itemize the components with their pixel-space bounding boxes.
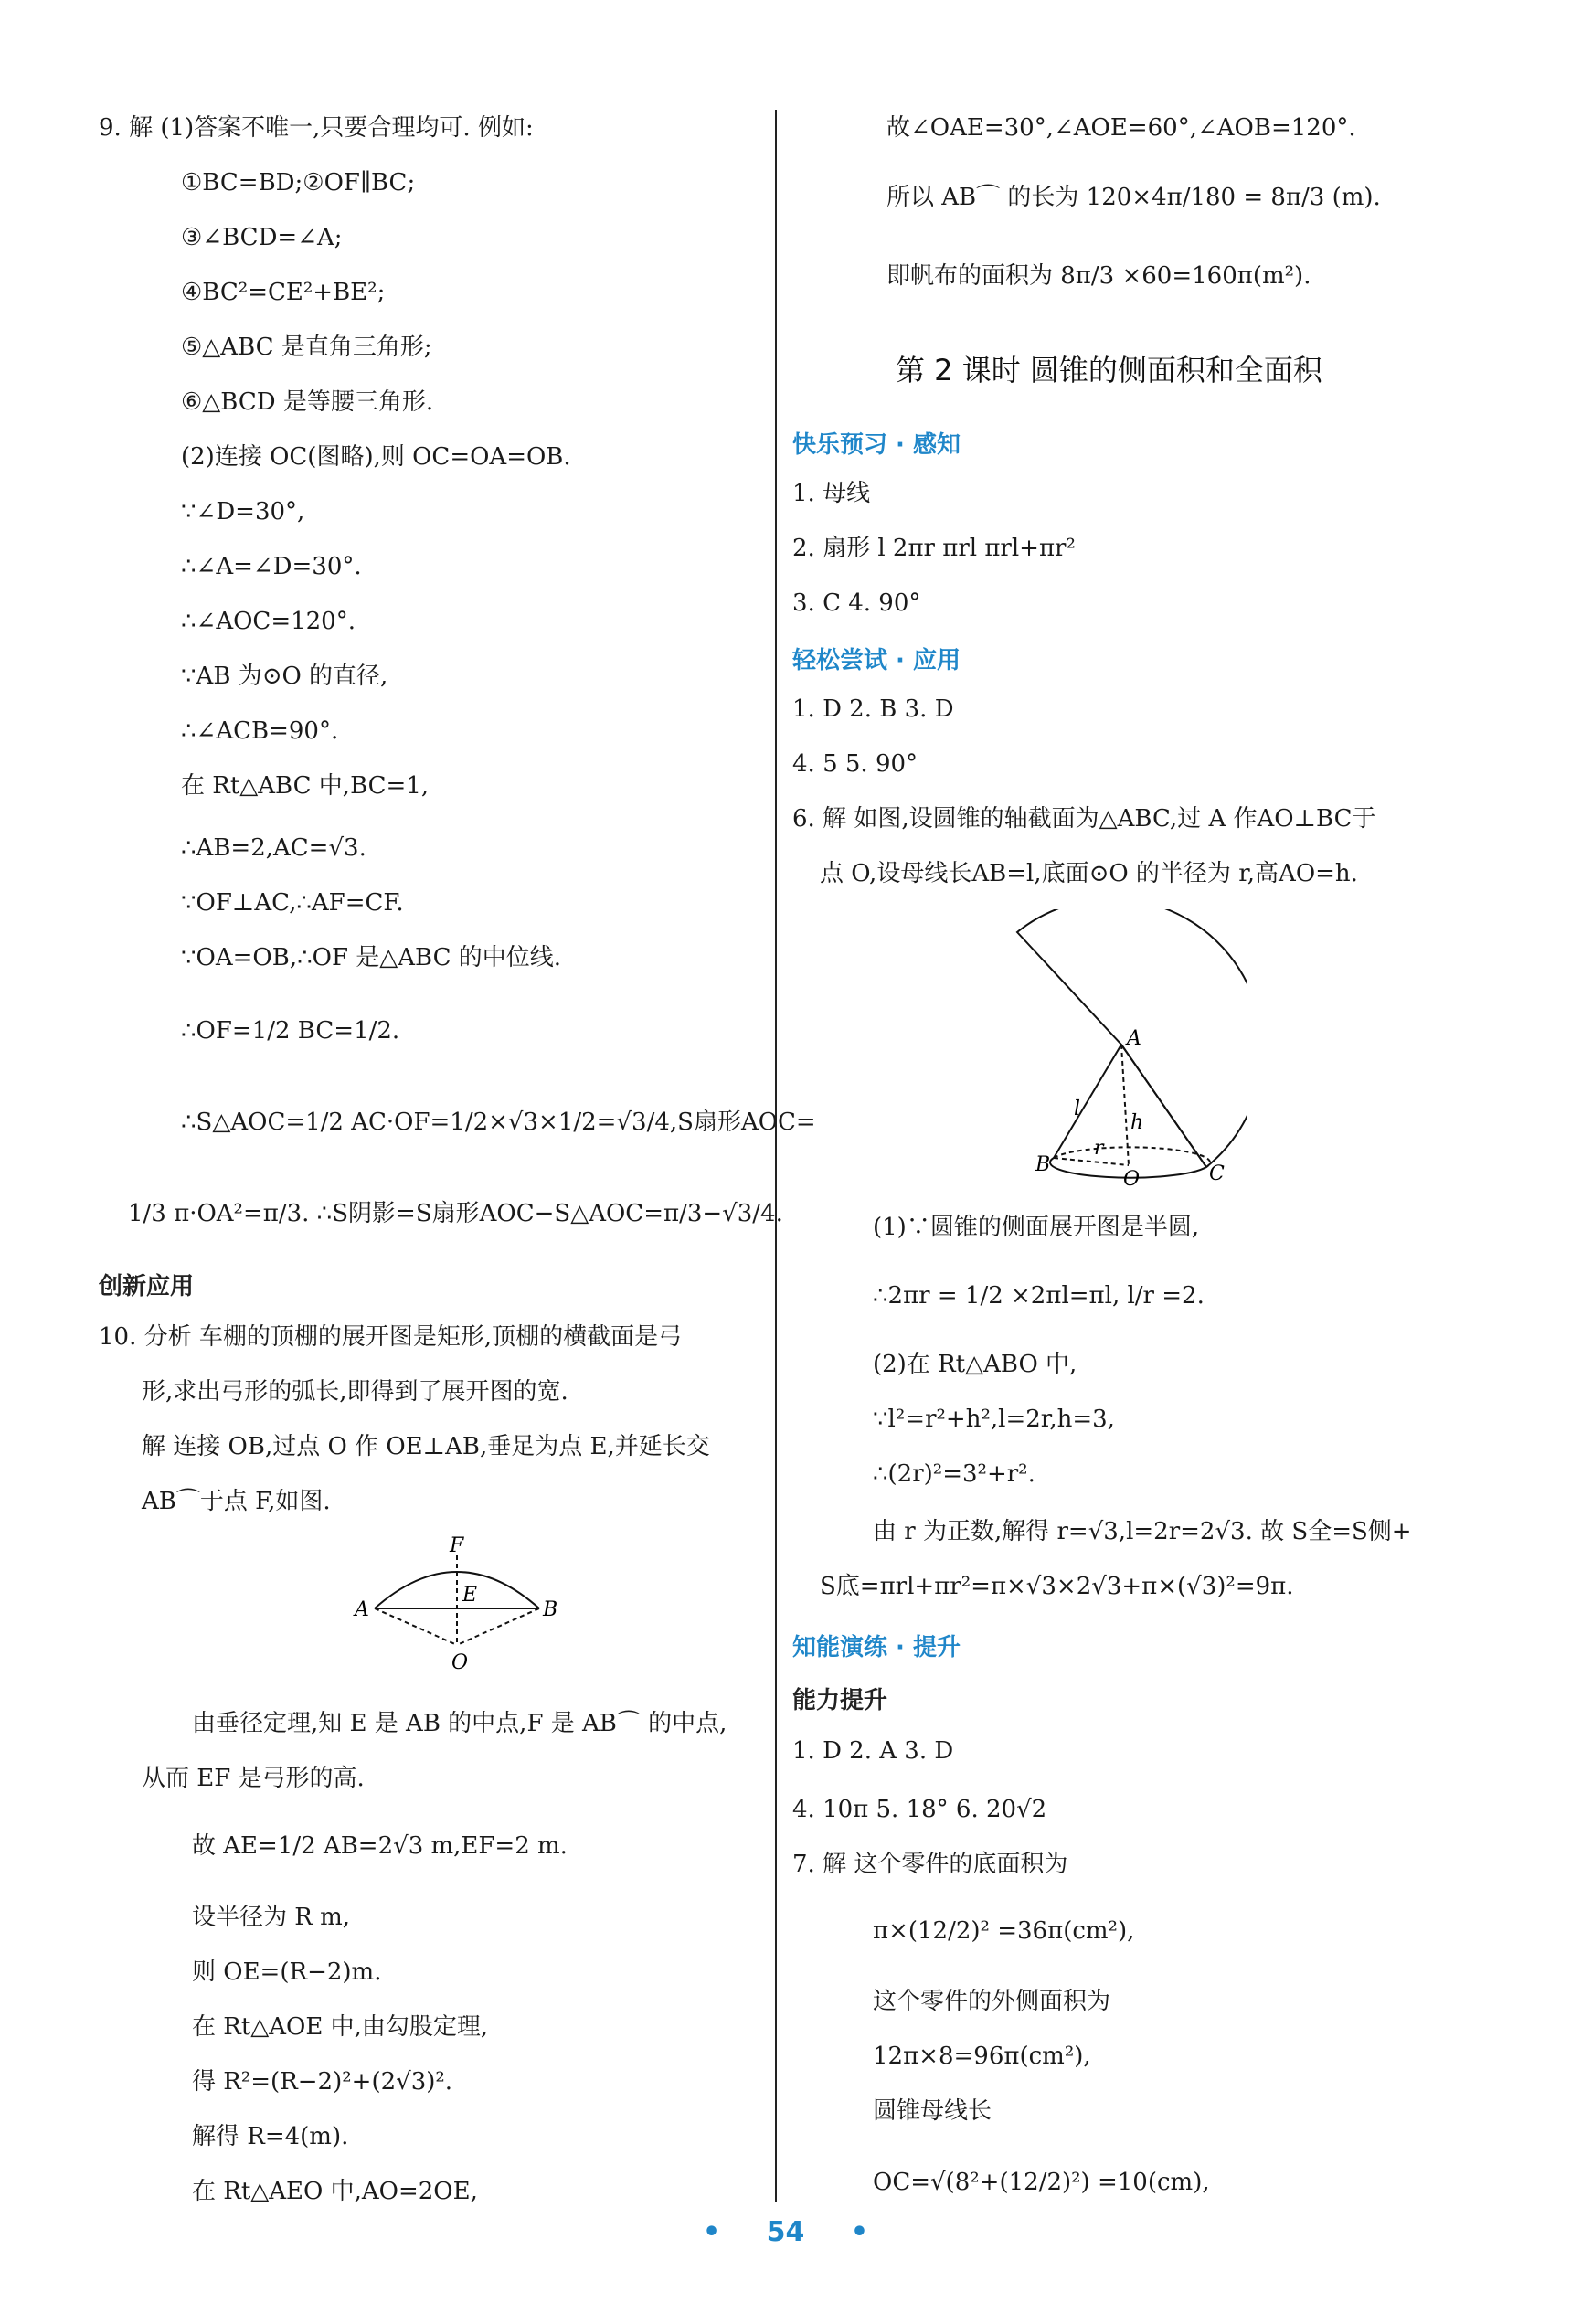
text-line: 9. 解 (1)答案不唯一,只要合理均可. 例如: bbox=[99, 114, 534, 142]
label-f: F bbox=[450, 1535, 464, 1557]
text-line: 设半径为 R m, bbox=[192, 1904, 351, 1931]
answer-line: 4. 5 5. 90° bbox=[792, 750, 918, 778]
text-line: ∵∠D=30°, bbox=[181, 498, 305, 525]
text-line: 形,求出弓形的弧长,即得到了展开图的宽. bbox=[142, 1378, 568, 1406]
column-divider bbox=[775, 110, 777, 2202]
footer-dot-right: • bbox=[850, 2216, 869, 2248]
footer-dot-left: • bbox=[702, 2216, 721, 2248]
answer-line: 1. D 2. B 3. D bbox=[792, 695, 954, 723]
page-number: 54 bbox=[766, 2216, 805, 2248]
text-line: ③∠BCD=∠A; bbox=[181, 224, 343, 251]
text-line: AB⌒于点 F,如图. bbox=[142, 1488, 331, 1515]
answer-line: 3. C 4. 90° bbox=[792, 589, 921, 617]
text-line: (2)在 Rt△ABO 中, bbox=[873, 1351, 1077, 1378]
label-a: A bbox=[355, 1598, 369, 1621]
text-line: 点 O,设母线长AB=l,底面⊙O 的半径为 r,高AO=h. bbox=[820, 860, 1358, 887]
label-l: l bbox=[1074, 1098, 1081, 1120]
text-line: ∵OA=OB,∴OF 是△ABC 的中位线. bbox=[181, 944, 562, 971]
text-line: ∵AB 为⊙O 的直径, bbox=[181, 663, 388, 690]
formula-line: π×(12/2)² =36π(cm²), bbox=[873, 1917, 1135, 1945]
formula-line: 即帆布的面积为 8π/3 ×60=160π(m²). bbox=[886, 262, 1311, 290]
text-line: (2)连接 OC(图略),则 OC=OA=OB. bbox=[181, 443, 571, 471]
text-line: 6. 解 如图,设圆锥的轴截面为△ABC,过 A 作AO⊥BC于 bbox=[792, 805, 1376, 833]
formula-line: 12π×8=96π(cm²), bbox=[873, 2043, 1091, 2070]
text-line: 10. 分析 车棚的顶棚的展开图是矩形,顶棚的横截面是弓 bbox=[99, 1323, 683, 1351]
label-o: O bbox=[451, 1651, 469, 1674]
text-line: S底=πrl+πr²=π×√3×2√3+π×(√3)²=9π. bbox=[820, 1573, 1294, 1600]
answer-line: 1. D 2. A 3. D bbox=[792, 1737, 954, 1765]
formula-line: 所以 AB⌒ 的长为 120×4π/180 = 8π/3 (m). bbox=[886, 184, 1381, 211]
text-line: ∴AB=2,AC=√3. bbox=[181, 834, 366, 862]
arc-segment-figure bbox=[347, 1535, 567, 1682]
text-line: 从而 EF 是弓形的高. bbox=[142, 1765, 365, 1792]
text-line: 解得 R=4(m). bbox=[192, 2123, 349, 2150]
formula-line: ∴OF=1/2 BC=1/2. bbox=[181, 1017, 400, 1045]
text-line: ∴∠ACB=90°. bbox=[181, 717, 339, 745]
base-back bbox=[1054, 1147, 1210, 1167]
label-b: B bbox=[543, 1598, 558, 1621]
generatrix-ab bbox=[1054, 1045, 1121, 1158]
text-line: ⑤△ABC 是直角三角形; bbox=[181, 334, 432, 361]
text-line: 在 Rt△AEO 中,AO=2OE, bbox=[192, 2178, 478, 2205]
text-line: 故∠OAE=30°,∠AOE=60°,∠AOB=120°. bbox=[886, 114, 1356, 142]
text-line: 在 Rt△ABC 中,BC=1, bbox=[181, 772, 430, 800]
answer-line: 4. 10π 5. 18° 6. 20√2 bbox=[792, 1796, 1047, 1823]
text-line: ∵l²=r²+h²,l=2r,h=3, bbox=[873, 1406, 1115, 1433]
label-e: E bbox=[462, 1584, 478, 1607]
text-line: ∴∠A=∠D=30°. bbox=[181, 553, 362, 580]
text-line: ⑥△BCD 是等腰三角形. bbox=[181, 388, 434, 416]
label-b: B bbox=[1035, 1153, 1051, 1176]
label-r: r bbox=[1094, 1137, 1104, 1160]
text-line: 由垂径定理,知 E 是 AB 的中点,F 是 AB⌒ 的中点, bbox=[192, 1710, 727, 1737]
line-ao bbox=[375, 1608, 457, 1645]
text-line: (1)∵圆锥的侧面展开图是半圆, bbox=[873, 1214, 1200, 1241]
page-footer bbox=[0, 2216, 1571, 2248]
subsection-heading: 快乐预习 · 感知 bbox=[792, 431, 961, 459]
text-line: 7. 解 这个零件的底面积为 bbox=[792, 1851, 1068, 1878]
formula-line: ∴2πr = 1/2 ×2πl=πl, l/r =2. bbox=[873, 1282, 1205, 1310]
text-line: ∴∠AOC=120°. bbox=[181, 608, 356, 635]
text-line: 这个零件的外侧面积为 bbox=[873, 1988, 1111, 2015]
text-line: ∵OF⊥AC,∴AF=CF. bbox=[181, 889, 404, 917]
text-line: 圆锥母线长 bbox=[873, 2097, 992, 2125]
text-line: 得 R²=(R−2)²+(2√3)². bbox=[192, 2068, 453, 2096]
label-o: O bbox=[1123, 1168, 1141, 1188]
section-heading: 创新应用 bbox=[99, 1273, 195, 1300]
label-c: C bbox=[1209, 1162, 1225, 1185]
section-title: 第 2 课时 圆锥的侧面积和全面积 bbox=[896, 353, 1322, 387]
text-line: ①BC=BD;②OF∥BC; bbox=[181, 169, 416, 196]
label-h: h bbox=[1130, 1111, 1144, 1134]
text-line: ④BC²=CE²+BE²; bbox=[181, 279, 386, 306]
cone-figure bbox=[1010, 909, 1247, 1188]
text-line: 解 连接 OB,过点 O 作 OE⊥AB,垂足为点 E,并延长交 bbox=[142, 1433, 710, 1460]
subsection-heading: 知能演练 · 提升 bbox=[792, 1634, 961, 1661]
line-bo bbox=[457, 1608, 539, 1645]
subsection-heading: 能力提升 bbox=[792, 1687, 888, 1714]
text-line: ∴(2r)²=3²+r². bbox=[873, 1460, 1035, 1488]
label-a: A bbox=[1127, 1027, 1141, 1050]
text-line: 由 r 为正数,解得 r=√3,l=2r=2√3. 故 S全=S侧+ bbox=[873, 1518, 1412, 1545]
radius-line bbox=[1054, 1158, 1129, 1165]
formula-line: 故 AE=1/2 AB=2√3 m,EF=2 m. bbox=[192, 1832, 568, 1860]
text-line: 则 OE=(R−2)m. bbox=[192, 1958, 382, 1986]
subsection-heading: 轻松尝试 · 应用 bbox=[792, 647, 961, 674]
formula-line: 1/3 π·OA²=π/3. ∴S阴影=S扇形AOC−S△AOC=π/3−√3/4. bbox=[128, 1200, 783, 1227]
formula-line: ∴S△AOC=1/2 AC·OF=1/2×√3×1/2=√3/4,S扇形AOC= bbox=[181, 1109, 816, 1136]
formula-line: OC=√(8²+(12/2)²) =10(cm), bbox=[873, 2169, 1210, 2196]
text-line: 在 Rt△AOE 中,由勾股定理, bbox=[192, 2013, 489, 2041]
answer-line: 1. 母线 bbox=[792, 480, 871, 507]
answer-line: 2. 扇形 l 2πr πrl πrl+πr² bbox=[792, 535, 1076, 562]
